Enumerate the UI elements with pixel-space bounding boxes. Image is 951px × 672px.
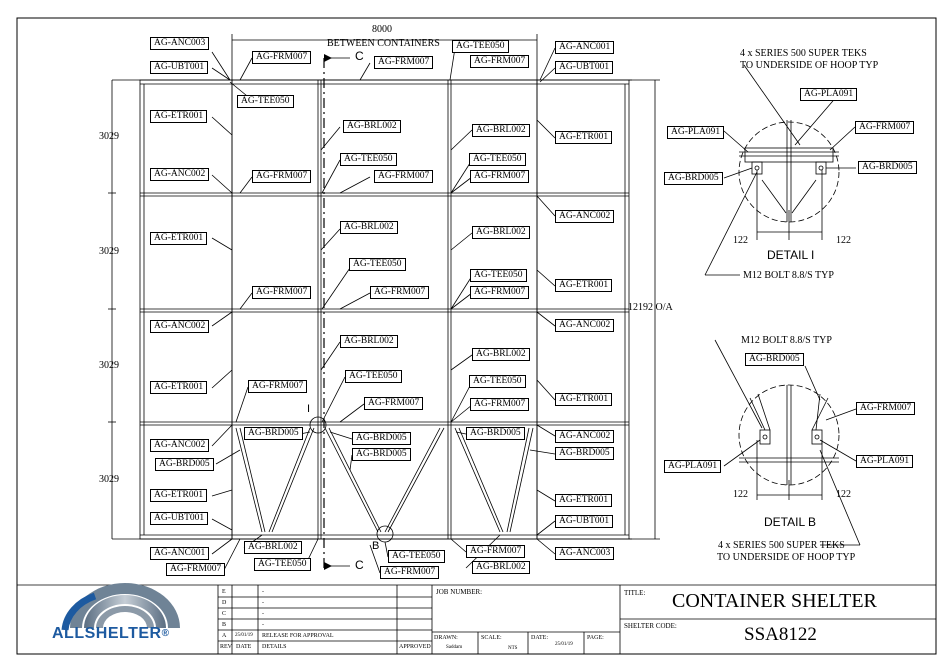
tag-tee050-4: AG-TEE050 [469,153,526,166]
detail-i-bolt: M12 BOLT 8.8/S TYP [743,270,834,281]
rev-row-e-rev: E [222,589,226,595]
rev-row-a-date: 25/01/19 [235,633,253,638]
detail-i-tag-pla091-top: AG-PLA091 [800,88,857,101]
tag-etr001-1: AG-ETR001 [150,110,207,123]
rev-row-a-rev: A [222,633,227,639]
tag-brd005-2: AG-BRD005 [352,432,411,445]
detail-b-tag-pla091-left: AG-PLA091 [664,460,721,473]
date-label: DATE: [531,635,548,641]
tag-anc003-bottomright: AG-ANC003 [555,547,614,560]
scale-label: SCALE: [481,635,502,641]
detail-b-title: DETAIL B [764,515,817,529]
tag-ubt001-bottomright: AG-UBT001 [555,515,613,528]
tag-brl002-5: AG-BRL002 [340,335,398,348]
tag-frm007-6: AG-FRM007 [470,170,529,183]
detail-i-title: DETAIL I [767,248,815,262]
tag-frm007-1: AG-FRM007 [252,51,311,64]
logo-registered-mark: ® [161,628,170,639]
tag-tee050-7: AG-TEE050 [345,370,402,383]
tag-frm007-9: AG-FRM007 [470,286,529,299]
detail-b-tag-brd005: AG-BRD005 [745,353,804,366]
tag-brl002-2: AG-BRL002 [472,124,530,137]
tag-frm007-7: AG-FRM007 [252,286,311,299]
detail-i-dim-left: 122 [733,235,748,246]
tag-anc001-bottomleft: AG-ANC001 [150,547,209,560]
details-header: DETAILS [262,644,287,650]
rev-row-c-details: - [262,611,264,617]
shelter-code-label: SHELTER CODE: [624,622,677,630]
tag-brd005-left: AG-BRD005 [155,458,214,471]
tag-tee050-8: AG-TEE050 [469,375,526,388]
tag-ubt001-topleft: AG-UBT001 [150,61,208,74]
tag-frm007-8: AG-FRM007 [370,286,429,299]
tag-frm007-3: AG-FRM007 [470,55,529,68]
tag-brl002-6: AG-BRL002 [472,348,530,361]
bay-dimension-3: 3029 [99,360,119,371]
bay-dimension-1: 3029 [99,131,119,142]
tag-etr001-r4: AG-ETR001 [555,494,612,507]
approved-header: APPROVED [399,644,431,650]
detail-b-dim-left: 122 [733,489,748,500]
detail-marker-b: B [372,540,380,552]
rev-row-c-rev: C [222,611,227,617]
tag-frm007-bottomleft: AG-FRM007 [166,563,225,576]
bay-dimension-4: 3029 [99,474,119,485]
rev-row-a-details: RELEASE FOR APPROVAL [262,633,334,639]
tag-anc002-2: AG-ANC002 [150,320,209,333]
tag-brl002-4: AG-BRL002 [472,226,530,239]
section-marker-top: C [355,49,364,63]
detail-b-tag-frm007: AG-FRM007 [856,402,915,415]
drawing-title: CONTAINER SHELTER [672,590,877,612]
title-label: TITLE: [624,589,646,597]
tag-etr001-r2: AG-ETR001 [555,279,612,292]
detail-i-note: 4 x SERIES 500 SUPER TEKS [740,48,867,59]
detail-i-tag-brd005-right: AG-BRD005 [858,161,917,174]
tag-ubt001-topright: AG-UBT001 [555,61,613,74]
tag-etr001-r3: AG-ETR001 [555,393,612,406]
tag-brd005-1: AG-BRD005 [244,427,303,440]
tag-etr001-4: AG-ETR001 [150,489,207,502]
tag-brd005-3: AG-BRD005 [466,427,525,440]
rev-row-b-details: - [262,622,264,628]
job-number-label: JOB NUMBER: [436,588,483,596]
tag-tee050-5: AG-TEE050 [349,258,406,271]
date-header: DATE [236,644,252,650]
tag-anc002-3: AG-ANC002 [150,439,209,452]
logo-wordmark: ALLSHELTER [52,625,162,642]
rev-row-d-details: - [262,600,264,606]
tag-frm007-12: AG-FRM007 [470,398,529,411]
top-dimension: 8000 [372,24,392,35]
shelter-code: SSA8122 [744,624,817,645]
drawn-value: Saddam [446,645,463,650]
tag-tee050-10: AG-TEE050 [388,550,445,563]
tag-anc002-1: AG-ANC002 [150,168,209,181]
detail-i-note2: TO UNDERSIDE OF HOOP TYP [740,60,879,71]
top-dimension-caption: BETWEEN CONTAINERS [327,38,440,49]
tag-tee050-6: AG-TEE050 [470,269,527,282]
logo-arch [65,583,180,630]
bay-dimension-2: 3029 [99,246,119,257]
detail-b-dim-right: 122 [836,489,851,500]
tag-brd005-right: AG-BRD005 [555,447,614,460]
date-value: 25/01/19 [555,642,573,647]
tag-ubt001-bottomleft: AG-UBT001 [150,512,208,525]
rev-row-e-details: - [262,589,264,595]
tag-anc001-topright: AG-ANC001 [555,41,614,54]
tag-brd005-4: AG-BRD005 [352,448,411,461]
drawn-label: DRAWN: [434,635,458,641]
tag-frm007-5: AG-FRM007 [374,170,433,183]
tag-anc003-topleft: AG-ANC003 [150,37,209,50]
tag-tee050-2: AG-TEE050 [452,40,509,53]
tag-brl002-7: AG-BRL002 [244,541,302,554]
tag-frm007-11: AG-FRM007 [364,397,423,410]
tag-frm007-10: AG-FRM007 [248,380,307,393]
tag-tee050-3: AG-TEE050 [340,153,397,166]
detail-i-tag-frm007: AG-FRM007 [855,121,914,134]
tag-anc002-r2: AG-ANC002 [555,319,614,332]
page-label: PAGE: [587,635,604,641]
detail-b-tag-pla091-right: AG-PLA091 [856,455,913,468]
tag-anc002-r3: AG-ANC002 [555,430,614,443]
tag-anc002-r1: AG-ANC002 [555,210,614,223]
detail-i-tag-pla091-left: AG-PLA091 [667,126,724,139]
detail-marker-i: I [307,403,311,415]
rev-row-d-rev: D [222,600,227,606]
tag-brl002-8: AG-BRL002 [472,561,530,574]
tag-etr001-r1: AG-ETR001 [555,131,612,144]
tag-frm007-13: AG-FRM007 [380,566,439,579]
rev-header: REV [220,644,232,650]
tag-brl002-1: AG-BRL002 [343,120,401,133]
overall-dimension: 12192 O/A [628,302,673,313]
rev-row-b-rev: B [222,622,227,628]
tag-etr001-2: AG-ETR001 [150,232,207,245]
detail-i-dim-right: 122 [836,235,851,246]
tag-tee050-1: AG-TEE050 [237,95,294,108]
detail-b-note2: TO UNDERSIDE OF HOOP TYP [717,552,856,563]
tag-frm007-2: AG-FRM007 [374,56,433,69]
tag-brl002-3: AG-BRL002 [340,221,398,234]
detail-i-tag-brd005-left: AG-BRD005 [664,172,723,185]
detail-b-bolt: M12 BOLT 8.8/S TYP [741,335,832,346]
section-marker-bottom: C [355,558,364,572]
tag-frm007-14: AG-FRM007 [466,545,525,558]
detail-b-note: 4 x SERIES 500 SUPER TEKS [718,540,845,551]
scale-value: NTS [508,646,518,651]
tag-frm007-4: AG-FRM007 [252,170,311,183]
tag-etr001-3: AG-ETR001 [150,381,207,394]
tag-tee050-9: AG-TEE050 [254,558,311,571]
company-logo-text [52,625,170,642]
